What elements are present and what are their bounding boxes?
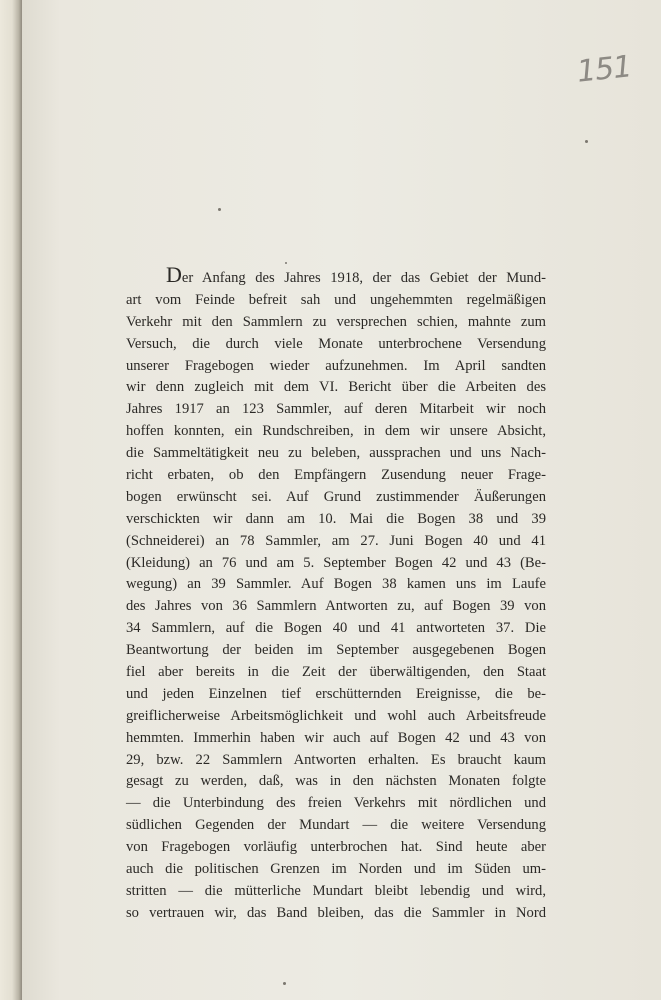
body-paragraph bbox=[126, 262, 546, 925]
handwritten-folio-number: 151 bbox=[575, 49, 633, 90]
text-line: (Kleidung) an 76 und am 5. September Bogen 42 und 43 (Be- bbox=[126, 554, 546, 571]
text-line: wir denn zugleich mit dem VI. Bericht über die Arbeiten des bbox=[126, 379, 546, 396]
paper-speck bbox=[283, 982, 286, 985]
text-line: so vertrauen wir, das Band bleiben, das die Sammler in Nord bbox=[126, 904, 546, 921]
paper-speck bbox=[285, 262, 287, 264]
text-line: und jeden Einzelnen tief erschütternden Ereignisse, die be- bbox=[126, 685, 546, 702]
paper-speck bbox=[218, 208, 221, 211]
first-line-text: er Anfang des Jahres 1918, der das Gebiet der Mund- bbox=[181, 270, 546, 286]
drop-initial: D bbox=[166, 262, 182, 287]
text-line: Jahres 1917 an 123 Sammler, auf deren Mitarbeit wir noch bbox=[126, 401, 546, 418]
text-line: — die Unterbindung des freien Verkehrs mit nördlichen und bbox=[126, 795, 546, 812]
text-line: Beantwortung der beiden im September ausgegebenen Bogen bbox=[126, 642, 546, 659]
text-line: greiflicherweise Arbeitsmöglichkeit und wohl auch Arbeitsfreude bbox=[126, 707, 546, 724]
document-page bbox=[22, 0, 661, 1000]
text-line: hoffen konnten, ein Rundschreiben, in dem wir unsere Absicht, bbox=[126, 423, 546, 440]
paragraph-first-line bbox=[126, 262, 546, 290]
text-line: Versuch, die durch viele Monate unterbrochene Versendung bbox=[126, 335, 546, 352]
text-line: (Schneiderei) an 78 Sammler, am 27. Juni Bogen 40 und 41 bbox=[126, 532, 546, 549]
text-line: fiel aber bereits in die Zeit der überwältigenden, den Staat bbox=[126, 664, 546, 681]
text-line: stritten — die mütterliche Mundart bleibt lebendig und wird, bbox=[126, 882, 546, 899]
text-line: gesagt zu werden, daß, was in den nächsten Monaten folgte bbox=[126, 773, 546, 790]
text-line: südlichen Gegenden der Mundart — die weitere Versendung bbox=[126, 817, 546, 834]
text-line: Verkehr mit den Sammlern zu versprechen schien, mahnte zum bbox=[126, 313, 546, 330]
text-line: art vom Feinde befreit sah und ungehemmten regelmäßigen bbox=[126, 291, 546, 308]
text-line: unserer Fragebogen wieder aufzunehmen. Im April sandten bbox=[126, 357, 546, 374]
text-line: 34 Sammlern, auf die Bogen 40 und 41 antworteten 37. Die bbox=[126, 620, 546, 637]
text-line: wegung) an 39 Sammler. Auf Bogen 38 kamen uns im Laufe bbox=[126, 576, 546, 593]
text-line: bogen erwünscht sei. Auf Grund zustimmender Äußerungen bbox=[126, 488, 546, 505]
text-line: richt erbaten, ob den Empfängern Zusendung neuer Frage- bbox=[126, 467, 546, 484]
book-spine-edge bbox=[0, 0, 22, 1000]
paper-speck bbox=[585, 140, 588, 143]
text-line: hemmten. Immerhin haben wir auch auf Bogen 42 und 43 von bbox=[126, 729, 546, 746]
text-line: die Sammeltätigkeit neu zu beleben, aussprachen und uns Nach- bbox=[126, 445, 546, 462]
text-line: des Jahres von 36 Sammlern Antworten zu, auf Bogen 39 von bbox=[126, 598, 546, 615]
text-line: 29, bzw. 22 Sammlern Antworten erhalten. Es braucht kaum bbox=[126, 751, 546, 768]
text-line: von Fragebogen vorläufig unterbrochen hat. Sind heute aber bbox=[126, 839, 546, 856]
text-line: auch die politischen Grenzen im Norden und im Süden um- bbox=[126, 861, 546, 878]
text-line: verschickten wir dann am 10. Mai die Bogen 38 und 39 bbox=[126, 510, 546, 527]
